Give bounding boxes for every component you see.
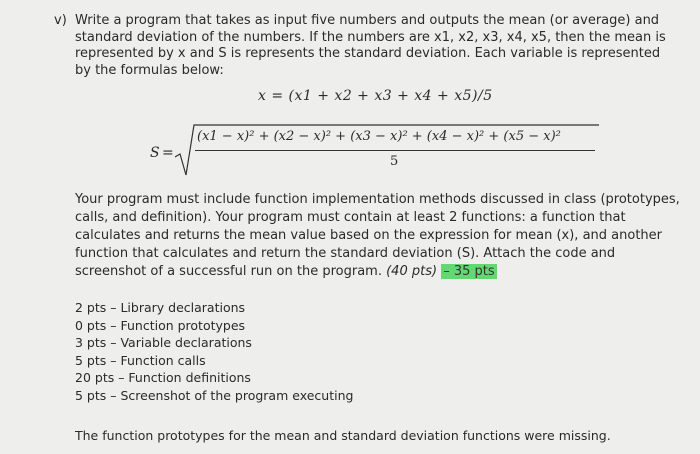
rubric-item: 3 pts – Variable declarations — [75, 335, 252, 350]
std-dev-symbol: S — [150, 145, 160, 161]
equals-sign: = — [162, 145, 174, 161]
rubric-item: 5 pts – Function calls — [75, 352, 206, 368]
rubric-item: 20 pts – Function definitions — [75, 370, 251, 385]
grader-feedback: The function prototypes for the mean and standard deviation functions were missing. — [75, 428, 611, 443]
std-dev-denominator: 5 — [390, 154, 399, 169]
rubric-item: 2 pts – Library declarations — [75, 300, 246, 315]
fraction-bar — [195, 150, 595, 151]
points-total: (40 pts) — [386, 264, 438, 279]
rubric-item: 0 pts – Function prototypes — [75, 317, 246, 333]
points-awarded-highlight: – 35 pts — [443, 264, 495, 279]
rubric-list — [75, 299, 353, 404]
instructions-text: Your program must include function implementation methods discussed in class (prototypes, calls, and definition). Your program must contain at least 2 functions: a function that calculates and returns the mean value based on the expression for mean (x), and another function that calculates and return the standard deviation (S). Attach the code and screenshot of a successful run on the program. — [75, 192, 680, 279]
question-text: Write a program that takes as input five numbers and outputs the mean (or average) and standard deviation of the numbers. If the numbers are x1, x2, x3, x4, x5, then the mean is represented by x and S is represents the standard deviation. Each variable is represented by the formulas below: — [75, 13, 666, 78]
question-label: v) — [54, 13, 67, 28]
mean-formula: x = (x1 + x2 + x3 + x4 + x5)/5 — [258, 88, 493, 104]
instructions-paragraph — [75, 191, 685, 281]
std-dev-formula — [150, 123, 610, 183]
rubric-item: 5 pts – Screenshot of the program executing — [75, 387, 354, 403]
std-dev-numerator: (x1 − x)² + (x2 − x)² + (x3 − x)² + (x4 − x)² + (x5 − x)² — [197, 129, 561, 144]
